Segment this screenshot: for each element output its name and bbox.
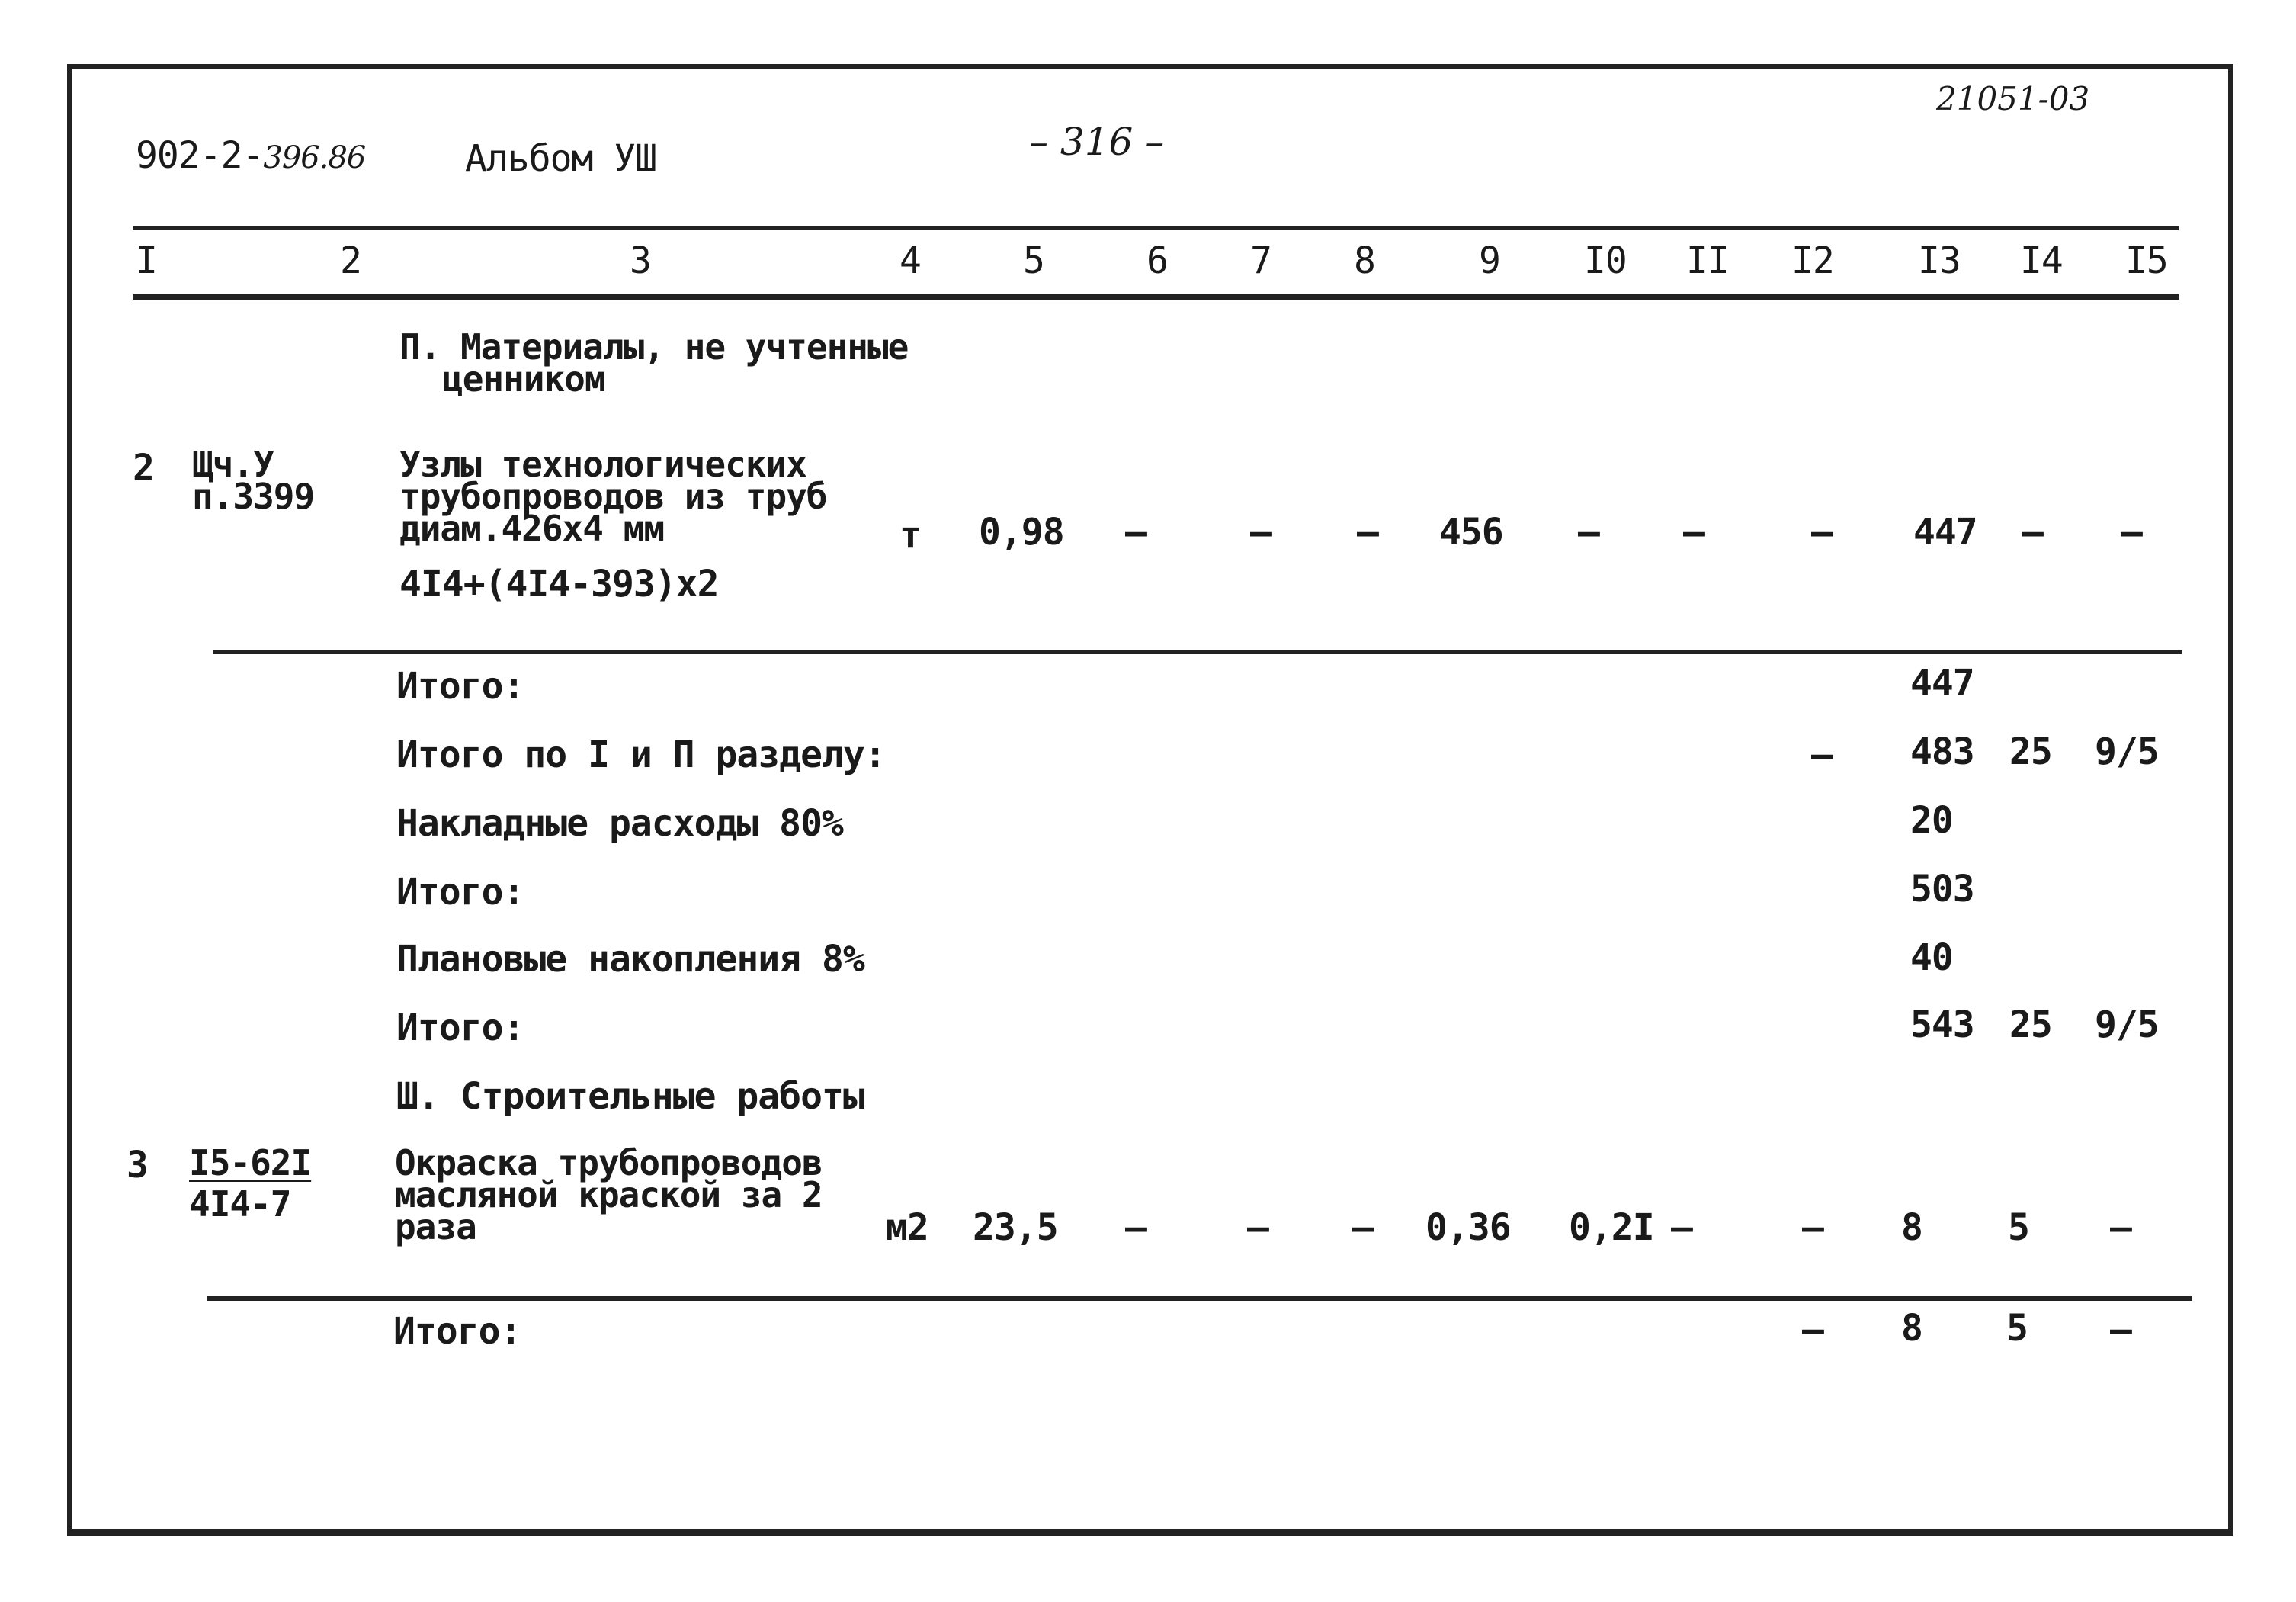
col-header-1: I: [136, 239, 157, 282]
header-rule-bottom: [133, 294, 2179, 300]
doc-code-printed: 902-2-: [136, 134, 264, 177]
row3-underline: [207, 1296, 2192, 1301]
col-header-12: I2: [1791, 239, 1834, 282]
row3-desc-line2: масляной краской за 2: [395, 1174, 823, 1215]
row3-num: 3: [127, 1144, 148, 1186]
row2-underline: [213, 650, 2182, 654]
row3-c15: –: [2110, 1206, 2131, 1249]
row2-c12: –: [1811, 511, 1833, 554]
total-6-c15: 9/5: [2095, 1003, 2159, 1046]
row2-c5: 0,98: [979, 511, 1064, 554]
col-header-7: 7: [1250, 239, 1271, 282]
total-1-c13: 447: [1910, 662, 1974, 705]
doc-code: [136, 136, 365, 176]
total-1-label: Итого:: [396, 665, 524, 708]
row3-unit: м2: [886, 1206, 928, 1249]
final-total-c14: 5: [2006, 1307, 2028, 1350]
doc-code-handwritten: 396.86: [263, 140, 366, 175]
row2-code-line2: п.3399: [192, 476, 315, 517]
section2-title-line1: П. Материалы, не учтенные: [399, 326, 909, 368]
row2-desc-line3: диам.426х4 мм: [399, 508, 665, 549]
row2-c11: –: [1683, 511, 1704, 554]
final-total-c12: –: [1802, 1308, 1823, 1351]
col-header-11: II: [1686, 239, 1729, 282]
col-header-13: I3: [1918, 239, 1961, 282]
col-header-15: I5: [2125, 239, 2168, 282]
row2-c13: 447: [1913, 511, 1977, 554]
row3-c14: 5: [2008, 1206, 2029, 1249]
final-total-c15: –: [2110, 1308, 2131, 1351]
row2-c14: –: [2022, 511, 2043, 554]
total-4-c13: 503: [1910, 868, 1974, 910]
row2-c7: –: [1250, 511, 1271, 554]
header-rule-top: [133, 226, 2179, 230]
col-header-6: 6: [1146, 239, 1168, 282]
section3-title: Ш. Строительные работы: [396, 1075, 864, 1118]
page-number: – 316 –: [1029, 120, 1165, 164]
final-total-label: Итого:: [393, 1310, 521, 1353]
total-5-label: Плановые накопления 8%: [396, 938, 864, 981]
total-6-label: Итого:: [396, 1006, 524, 1049]
col-header-14: I4: [2020, 239, 2063, 282]
row2-desc-line1: Узлы технологических: [399, 444, 806, 485]
row3-code-line1: I5-62I: [189, 1142, 312, 1183]
row3-c6: –: [1125, 1206, 1146, 1249]
row2-c10: –: [1578, 511, 1599, 554]
total-2-c14: 25: [2009, 730, 2052, 773]
row2-num: 2: [133, 447, 154, 490]
row2-c6: –: [1125, 511, 1146, 554]
row2-unit: т: [899, 514, 921, 557]
col-header-3: 3: [630, 239, 651, 282]
row3-c7: –: [1247, 1206, 1268, 1249]
col-header-8: 8: [1354, 239, 1375, 282]
row2-c15: –: [2121, 511, 2142, 554]
row3-c8: –: [1352, 1206, 1374, 1249]
row2-c8: –: [1357, 511, 1378, 554]
total-6-c14: 25: [2009, 1003, 2052, 1046]
row3-code-line2: 4I4-7: [189, 1183, 291, 1225]
total-3-c13: 20: [1910, 799, 1953, 842]
section2-title-line2: ценником: [442, 358, 605, 400]
total-5-c13: 40: [1910, 936, 1953, 979]
row3-c9: 0,36: [1425, 1206, 1511, 1249]
row2-code-line1: Щч.У: [192, 444, 274, 485]
row3-c10: 0,2I: [1569, 1206, 1654, 1249]
row3-desc-line1: Окраска трубопроводов: [395, 1142, 823, 1183]
col-header-9: 9: [1479, 239, 1500, 282]
album-label: Альбом УШ: [465, 137, 657, 180]
row3-c13: 8: [1901, 1206, 1922, 1249]
row2-desc-line2: трубопроводов из труб: [399, 476, 827, 517]
row2-c9: 456: [1439, 511, 1503, 554]
col-header-10: I0: [1584, 239, 1627, 282]
row3-desc-line3: раза: [395, 1206, 476, 1247]
stamp-number: 21051-03: [1936, 80, 2090, 117]
total-4-label: Итого:: [396, 871, 524, 913]
col-header-5: 5: [1023, 239, 1044, 282]
final-total-c13: 8: [1901, 1307, 1922, 1350]
total-2-c15: 9/5: [2095, 730, 2159, 773]
total-2-label: Итого по I и П разделу:: [396, 734, 886, 776]
row3-c12: –: [1802, 1206, 1823, 1249]
row3-c5: 23,5: [973, 1206, 1058, 1249]
col-header-4: 4: [899, 239, 921, 282]
row3-c11: –: [1671, 1206, 1692, 1249]
total-6-c13: 543: [1910, 1003, 1974, 1046]
total-2-c12: –: [1811, 734, 1833, 776]
total-3-label: Накладные расходы 80%: [396, 802, 843, 845]
row2-formula: 4I4+(4I4-393)х2: [399, 563, 719, 605]
total-2-c13: 483: [1910, 730, 1974, 773]
col-header-2: 2: [340, 239, 361, 282]
